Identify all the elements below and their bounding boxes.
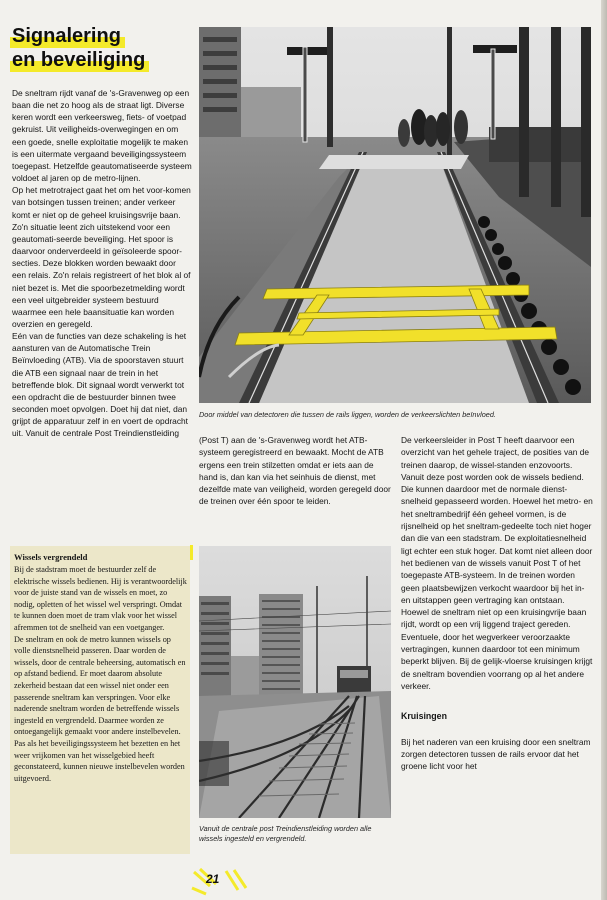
- photo2-caption: Vanuit de centrale post Treindienstleiding worden alle wissels ingesteld en vergrendeld.: [199, 824, 372, 843]
- switches-illustration: [199, 546, 391, 818]
- title-line-1: Signalering: [10, 24, 125, 48]
- right-paragraph-2: Bij het naderen van een kruising door een sneltram zorgen detectoren tussen de rails ervoor dat het groene licht voor het: [401, 736, 591, 772]
- right-text-column: [401, 434, 593, 772]
- left-text-column: [12, 87, 192, 440]
- sidebar-box: [10, 546, 190, 854]
- sidebar-paragraph-1: Bij de stadstram moet de bestuurder zelf de elektrische wissels bedienen. Hij is verantwoordelijk voor de juiste stand van de wissels en moet, zo nodig, opletten of het wissel wel verspringt. Omdat te kunnen doen moet de tram vlak voor het wissel afremmen tot de snelheid van een voetganger.: [14, 565, 187, 632]
- left-paragraph-2: Op het metrotraject gaat het om het voor-komen van botsingen tussen treinen; ander verkeer komt er niet op de geheel kruisingsvrije baan. Zo'n situatie leent zich uitstekend voor een geautomati-seerde beveiliging. Het spoor is daarvoor onderverdeeld in geïsoleerde spoor-secties. Deze blokken worden bewaakt door een relais. Zo'n relais registreert of het blok al of niet bezet is. Met die spoorbezetmelding wordt een veel uitgebreider systeem bestuurd waarmee een hele baansituatie kan worden overzien en geregeld.: [12, 185, 191, 329]
- sidebar-heading: Wissels vergrendeld: [14, 552, 88, 562]
- left-paragraph-1: De sneltram rijdt vanaf de 's-Gravenweg op een baan die net zo hoog als de straat ligt. Diverse keren wordt een verkeersweg, fiets- of voetpad gekruist. Uit veiligheids-overwegingen en om een goede, snelle exploitatie mogelijk te maken is een uitermate vergaand beveiligingssysteem toegepast. Hetzelfde geautomatiseerde systeem voldoet al jaren op de metro-lijnen.: [12, 88, 192, 184]
- right-paragraph-1: De verkeersleider in Post T heeft daarvoor een overzicht van het gehele traject, de posities van de treinen daarop, de wissel-standen enzovoorts. Vanuit deze post worden ook de wissels bediend. Die kunnen daardoor met de normale dienst-snelheid gepasseerd worden. Hoewel het metro- en het sneltrambedrijf één geheel vormen, is de rijsnelheid op het sneltram-gedeelte toch niet hoger dan die van een stadstram. De exploitatiesnelheid ligt echter een stuk hoger. Dat komt niet alleen door het bedienen van de wissels vanuit Post T of het toegepaste ATB-systeem. In de treinen worden geen plaatsbewijzen verkocht waardoor bij het in- en uitstappen geen vertraging kan ontstaan. Hoewel de sneltram niet op een kruisingvrije baan rijdt, wordt op een vrij liggend traject gereden. Eventuele, door het wegverkeer veroorzaakte vertragingen, kunnen daardoor tot een minimum beperkt blijven. Bij de gelijk-vloerse kruisingen krijgt de sneltram bovendien voorrang op al het andere verkeer.: [401, 435, 593, 691]
- page-title: [10, 24, 200, 72]
- page-number-badge: [190, 866, 250, 896]
- switches-photo: [199, 546, 391, 818]
- photo1-caption: Door middel van detectoren die tussen de rails liggen, worden de verkeerslichten beïnvloed.: [199, 410, 496, 419]
- page-number-splash: [190, 866, 250, 896]
- page-edge: [601, 0, 607, 900]
- track-detector-illustration: [199, 27, 591, 403]
- title-line-2: en beveiliging: [10, 48, 149, 72]
- sidebar-accent-mark: [190, 545, 193, 560]
- section-heading-kruisingen: Kruisingen: [401, 711, 447, 722]
- sidebar-paragraph-2: De sneltram en ook de metro kunnen wissels op volle dienstsnelheid passeren. Daar worden de wissels, door de centrale beheersing, automatisch en op afstand bediend. Er moet daarom absolute zekerheid bestaan dat een wissel niet onder een passerende sneltram kan verspringen. Voor elke naderende sneltram worden de betreffende wissels ingesteld en vergrendeld. Daarmee worden ze ontoegangelijk gemaakt voor andere instelbevelen. Pas als het beveiligingssysteem het bezetten en het weer vrijkomen van het wisselgebied heeft geconstateerd, kunnen nieuwe instelbevelen worden uitgevoerd.: [14, 634, 186, 783]
- page-number: 21: [206, 872, 220, 886]
- track-detector-photo: [199, 27, 591, 403]
- left-paragraph-3: Eén van de functies van deze schakeling is het aansturen van de Automatische Trein Beïnvloeding (ATB). Via de spoorstaven stuurt die ATB een signaal naar de trein in het betreffende blok. Dit signaal wordt verwerkt tot een opdracht die de bestuurder binnen twee seconden moet opvolgen. Doet hij dat niet, dan grijpt de apparatuur zelf in en voert de opdracht uit. Vanuit de centrale Post Treindienstleiding: [12, 331, 188, 439]
- middle-text-column: (Post T) aan de 's-Gravenweg wordt het ATB-systeem geregistreerd en bewaakt. Mocht de ATB ergens een trein stilzetten omdat er iets aan de hand is, dan kan via het seinhuis de dienst, met dezelfde mate van veiligheid, worden geregeld door de treinen over één spoor te leiden.: [199, 435, 391, 507]
